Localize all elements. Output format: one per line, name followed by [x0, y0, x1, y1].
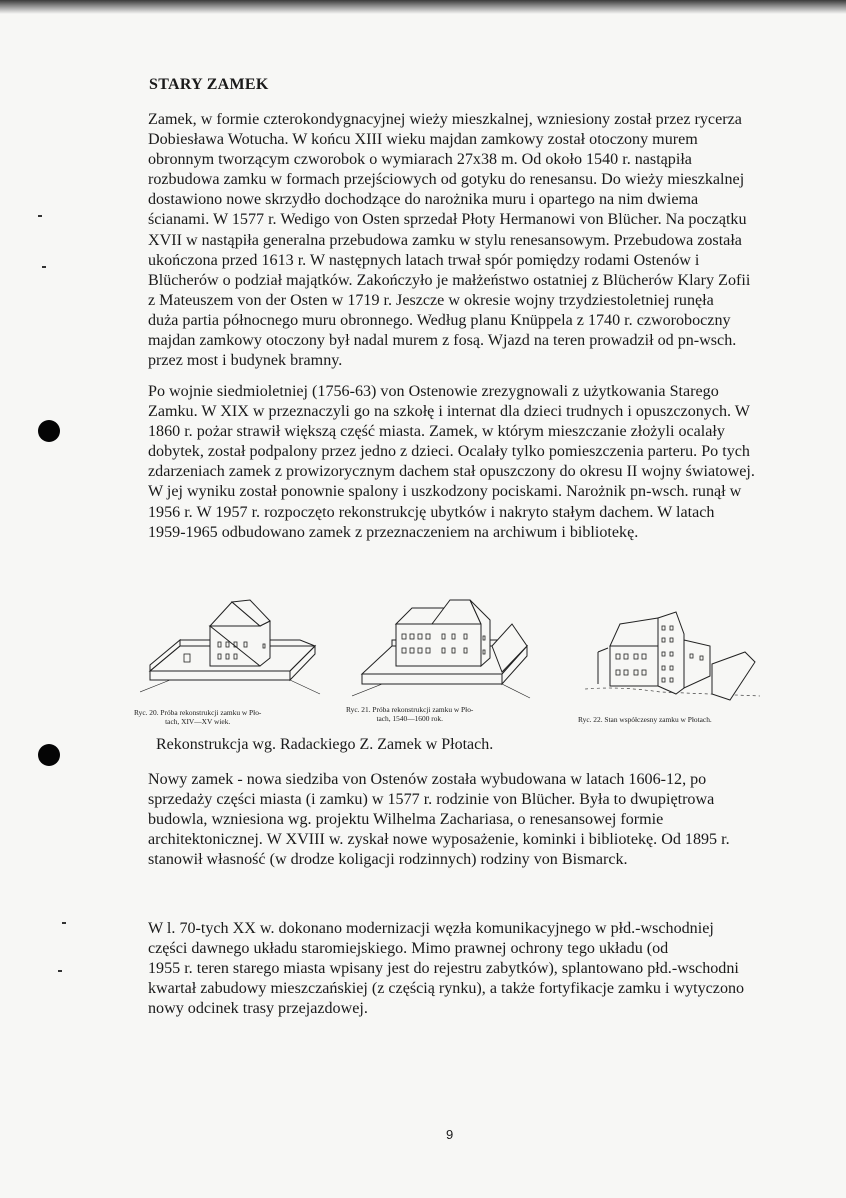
- punch-hole: [38, 744, 60, 766]
- castle-drawing-14th-15th-century: [140, 596, 330, 704]
- text-line: rozbudowa zamku w formach przejściowych od gotyku do renesansu. Do wieży mieszkalnej: [148, 171, 745, 189]
- section-title: STARY ZAMEK: [149, 76, 269, 93]
- text-line: ukończona przed 1613 r. W następnych latach trwał spór pomiędzy rodami Ostenów i: [148, 251, 700, 269]
- text-line: z Mateuszem von der Osten w 1719 r. Jeszcze w okresie wojny trzydziestoletniej runęła: [148, 291, 714, 309]
- text-line: zdarzeniach zamek z prowizorycznym dachem stał opuszczony do okresu II wojny światowej.: [148, 463, 755, 481]
- text-line: architektonicznej. W XVIII w. zyskał nowe wyposażenie, kominki i bibliotekę. Od 1895 r.: [148, 831, 730, 849]
- figure-22-caption: Ryc. 22. Stan współczesny zamku w Płotach.: [578, 715, 712, 724]
- text-line: Dobiesława Wotucha. W końcu XIII wieku majdan zamkowy został otoczony murem: [148, 131, 698, 149]
- figure-21-caption: Ryc. 21. Próba rekonstrukcji zamku w Pło- tach, 1540—1600 rok.: [346, 705, 474, 723]
- text-line: 1955 r. teren starego miasta wpisany jest do rejestru zabytków), splantowano płd.-wschodni: [148, 960, 739, 978]
- text-line: części dawnego układu staromiejskiego. Mimo prawnej ochrony tego układu (od: [148, 940, 669, 958]
- paragraph-modernization: [148, 919, 768, 1019]
- text-line: przez most i budynek bramny.: [148, 352, 343, 370]
- figures-caption: Rekonstrukcja wg. Radackiego Z. Zamek w Płotach.: [156, 736, 494, 753]
- text-line: sprzedaży części miasta (i zamku) w 1577 r. rodzinie von Blücher. Była to dwupiętrowa: [148, 791, 715, 809]
- text-line: kwartał zabudowy mieszczańskiej (z częścią rynku), a także fortyfikacje zamku i wytyczono: [148, 980, 745, 998]
- paragraph-postwar: [148, 382, 768, 543]
- paragraph-history: [148, 110, 768, 371]
- scan-top-edge: [0, 0, 846, 14]
- paragraph-new-castle: [148, 770, 768, 870]
- text-line: Zamek, w formie czterokondygnacyjnej wieży mieszkalnej, wzniesiony został przez rycerza: [148, 111, 742, 128]
- text-line: dobytek, został podpalony przez jedno z dzieci. Ocalały tylko pomieszczenia parteru. Po tych: [148, 443, 750, 461]
- text-line: stanowił własność (w drodze koligacji rodzinnych) rodziny von Bismarck.: [148, 851, 628, 869]
- text-line: duża partia północnego muru obronnego. Według planu Knüppela z 1740 r. czworoboczny: [148, 311, 731, 329]
- text-line: Po wojnie siedmioletniej (1756-63) von Ostenowie zrezygnowali z użytkowania Starego: [148, 383, 719, 400]
- text-line: 1860 r. pożar strawił większą część miasta. Zamek, w którym mieszczanie złożyli ocalały: [148, 423, 725, 441]
- castle-drawing-present-state: [580, 604, 765, 712]
- text-line: nowy odcinek trasy przejazdowej.: [148, 1000, 368, 1018]
- text-line: majdan zamkowy otoczony był nadal murem z fosą. Wjazd na teren prowadził od pn-wsch.: [148, 332, 737, 350]
- text-line: dostawiono nowe skrzydło dochodzące do narożnika muru i opartego na nim dwiema: [148, 191, 699, 209]
- scan-speck: [42, 266, 46, 268]
- text-line: ścianami. W 1577 r. Wedigo von Osten sprzedał Płoty Hermanowi von Blücher. Na początku: [148, 211, 747, 229]
- figure-20-caption: Ryc. 20. Próba rekonstrukcji zamku w Pło- tach, XIV—XV wiek.: [134, 708, 262, 726]
- text-line: W jej wyniku został ponownie spalony i uszkodzony pociskami. Narożnik pn-wsch. runął w: [148, 483, 742, 501]
- text-line: Blücherów o podział majątków. Zakończyło je małżeństwo ostatniej z Blücherów Klary Zofii: [148, 271, 751, 289]
- punch-hole: [38, 420, 60, 442]
- text-line: XVII w nastąpiła generalna przebudowa zamku w stylu renesansowym. Przebudowa została: [148, 231, 742, 249]
- scan-speck: [58, 970, 62, 972]
- text-line: 1959-1965 odbudowano zamek z przeznaczeniem na archiwum i bibliotekę.: [148, 523, 639, 541]
- text-line: budowla, wzniesiona wg. projektu Wilhelma Zachariasa, o renesansowej formie: [148, 811, 664, 829]
- text-line: obronnym tworzącym czworobok o wymiarach 27x38 m. Od około 1540 r. nastąpiła: [148, 151, 692, 169]
- scan-speck: [38, 215, 42, 217]
- text-line: Nowy zamek - nowa siedziba von Ostenów została wybudowana w latach 1606-12, po: [148, 771, 707, 788]
- text-line: Zamku. W XIX w przeznaczyli go na szkołę i internat dla dzieci trudnych i opuszczonych. W: [148, 403, 750, 421]
- castle-drawing-1540-1600: [352, 594, 532, 704]
- text-line: W l. 70-tych XX w. dokonano modernizacji węzła komunikacyjnego w płd.-wschodniej: [148, 920, 714, 937]
- text-line: 1956 r. W 1957 r. rozpoczęto rekonstrukcję ubytków i nakryto stałym dachem. W latach: [148, 503, 715, 521]
- scan-speck: [62, 922, 66, 924]
- page-number: 9: [446, 1127, 454, 1142]
